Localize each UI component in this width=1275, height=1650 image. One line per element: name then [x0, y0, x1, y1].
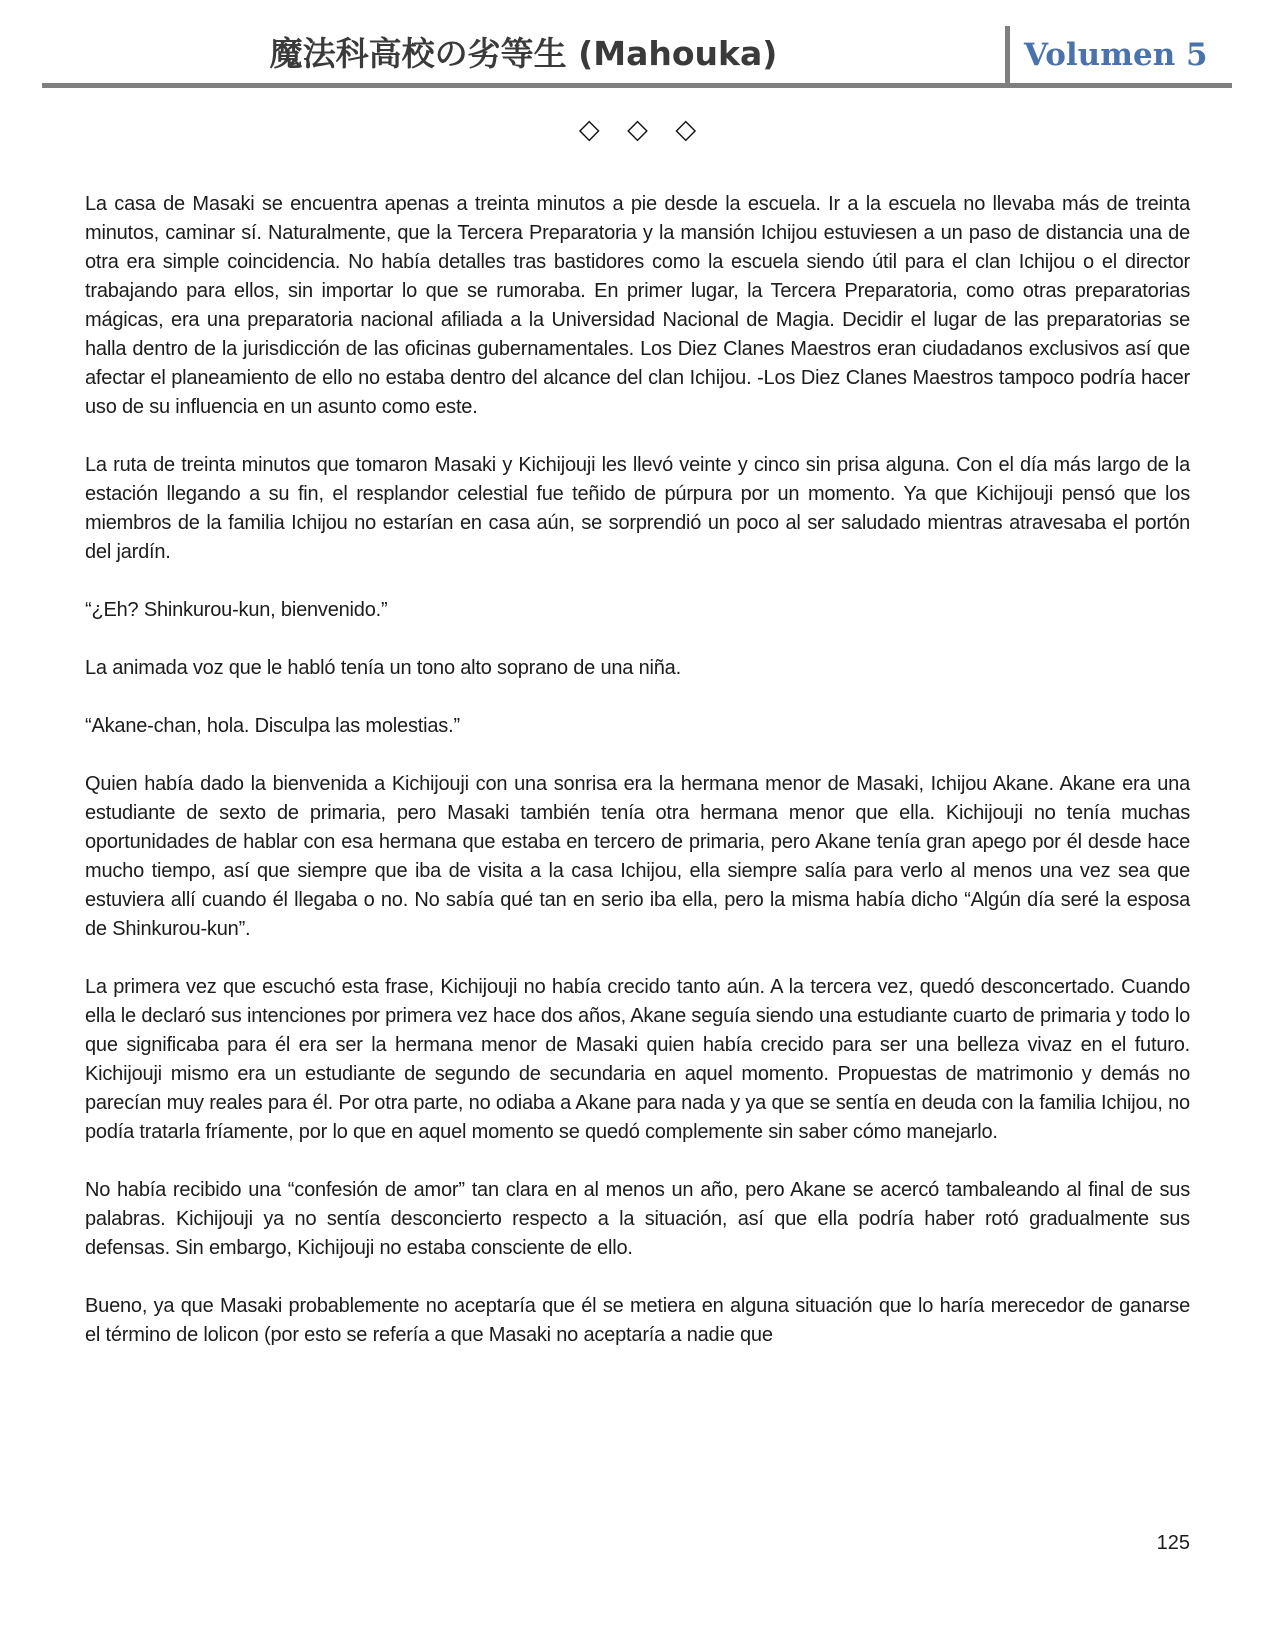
paragraph-dialogue: “¿Eh? Shinkurou-kun, bienvenido.”	[85, 599, 388, 621]
paragraph-dialogue: “Akane-chan, hola. Disculpa las molestias.”	[85, 715, 460, 737]
page-header	[42, 0, 1232, 88]
header-volume-cell	[1005, 26, 1232, 83]
scene-divider-diamonds: ◇ ◇ ◇	[578, 114, 707, 144]
volume-label: Volumen 5	[1024, 36, 1208, 73]
paragraph: La casa de Masaki se encuentra apenas a treinta minutos a pie desde la escuela. Ir a la escuela no llevaba más de treinta minutos, caminar sí. Naturalmente, que la Tercera Preparatoria y la mansión Ichijou estuviesen a un paso de distancia una de otra era simple coincidencia. No había detalles tras bastidores como la escuela siendo útil para el clan Ichijou o el director trabajando para ellos, sin importar lo que se rumoraba. En primer lugar, la Tercera Preparatoria, como otras preparatorias mágicas, era una preparatoria nacional afiliada a la Universidad Nacional de Magia. Decidir el lugar de las preparatorias se halla dentro de la jurisdicción de las oficinas gubernamentales. Los Diez Clanes Maestros eran ciudadanos exclusivos así que afectar el planeamiento de ello no estaba dentro del alcance del clan Ichijou. -Los Diez Clanes Maestros tampoco podría hacer uso de su influencia en un asunto como este.	[85, 193, 1190, 418]
paragraph: No había recibido una “confesión de amor” tan clara en al menos un año, pero Akane se acercó tambaleando al final de sus palabras. Kichijouji ya no sentía desconcierto respecto a la situación, así que ella podría haber rotó gradualmente sus defensas. Sin embargo, Kichijouji no estaba consciente de ello.	[85, 1179, 1190, 1259]
paragraph: Bueno, ya que Masaki probablemente no aceptaría que él se metiera en alguna situación que lo haría merecedor de ganarse el término de lolicon (por esto se refería a que Masaki no aceptaría a nadie que	[85, 1295, 1190, 1346]
header-title-cell	[42, 0, 1005, 83]
paragraph: La ruta de treinta minutos que tomaron Masaki y Kichijouji les llevó veinte y cinco sin prisa alguna. Con el día más largo de la estación llegando a su fin, el resplandor celestial fue teñido de púrpura por un momento. Ya que Kichijouji pensó que los miembros de la familia Ichijou no estarían en casa aún, se sorprendió un poco al ser saludado mientras atravesaba el portón del jardín.	[85, 454, 1190, 563]
page-number: 125	[1156, 1532, 1190, 1554]
page-body	[85, 190, 1190, 1350]
paragraph: La animada voz que le habló tenía un tono alto soprano de una niña.	[85, 657, 681, 679]
document-title: 魔法科高校の劣等生 (Mahouka)	[269, 34, 778, 73]
paragraph: La primera vez que escuchó esta frase, Kichijouji no había crecido tanto aún. A la tercera vez, quedó desconcertado. Cuando ella le declaró sus intenciones por primera vez hace dos años, Akane seguía siendo una estudiante cuarto de primaria y todo lo que significaba para él era ser la hermana menor de Masaki quien había crecido para ser una belleza vivaz en el futuro. Kichijouji mismo era un estudiante de segundo de secundaria en aquel momento. Propuestas de matrimonio y demás no parecían muy reales para él. Por otra parte, no odiaba a Akane para nada y ya que se sentía en deuda con la familia Ichijou, no podía tratarla fríamente, por lo que en aquel momento se quedó complemente sin saber cómo manejarlo.	[85, 976, 1190, 1143]
paragraph: Quien había dado la bienvenida a Kichijouji con una sonrisa era la hermana menor de Masaki, Ichijou Akane. Akane era una estudiante de sexto de primaria, pero Masaki también tenía otra hermana menor que ella. Kichijouji no tenía muchas oportunidades de hablar con esa hermana que estaba en tercero de primaria, pero Akane tenía gran apego por él desde hace mucho tiempo, así que siempre que iba de visita a la casa Ichijou, ella siempre salía para verlo al menos una vez sea que estuviera allí cuando él llegaba o no. No sabía qué tan en serio iba ella, pero la misma había dicho “Algún día seré la esposa de Shinkurou-kun”.	[85, 773, 1190, 940]
